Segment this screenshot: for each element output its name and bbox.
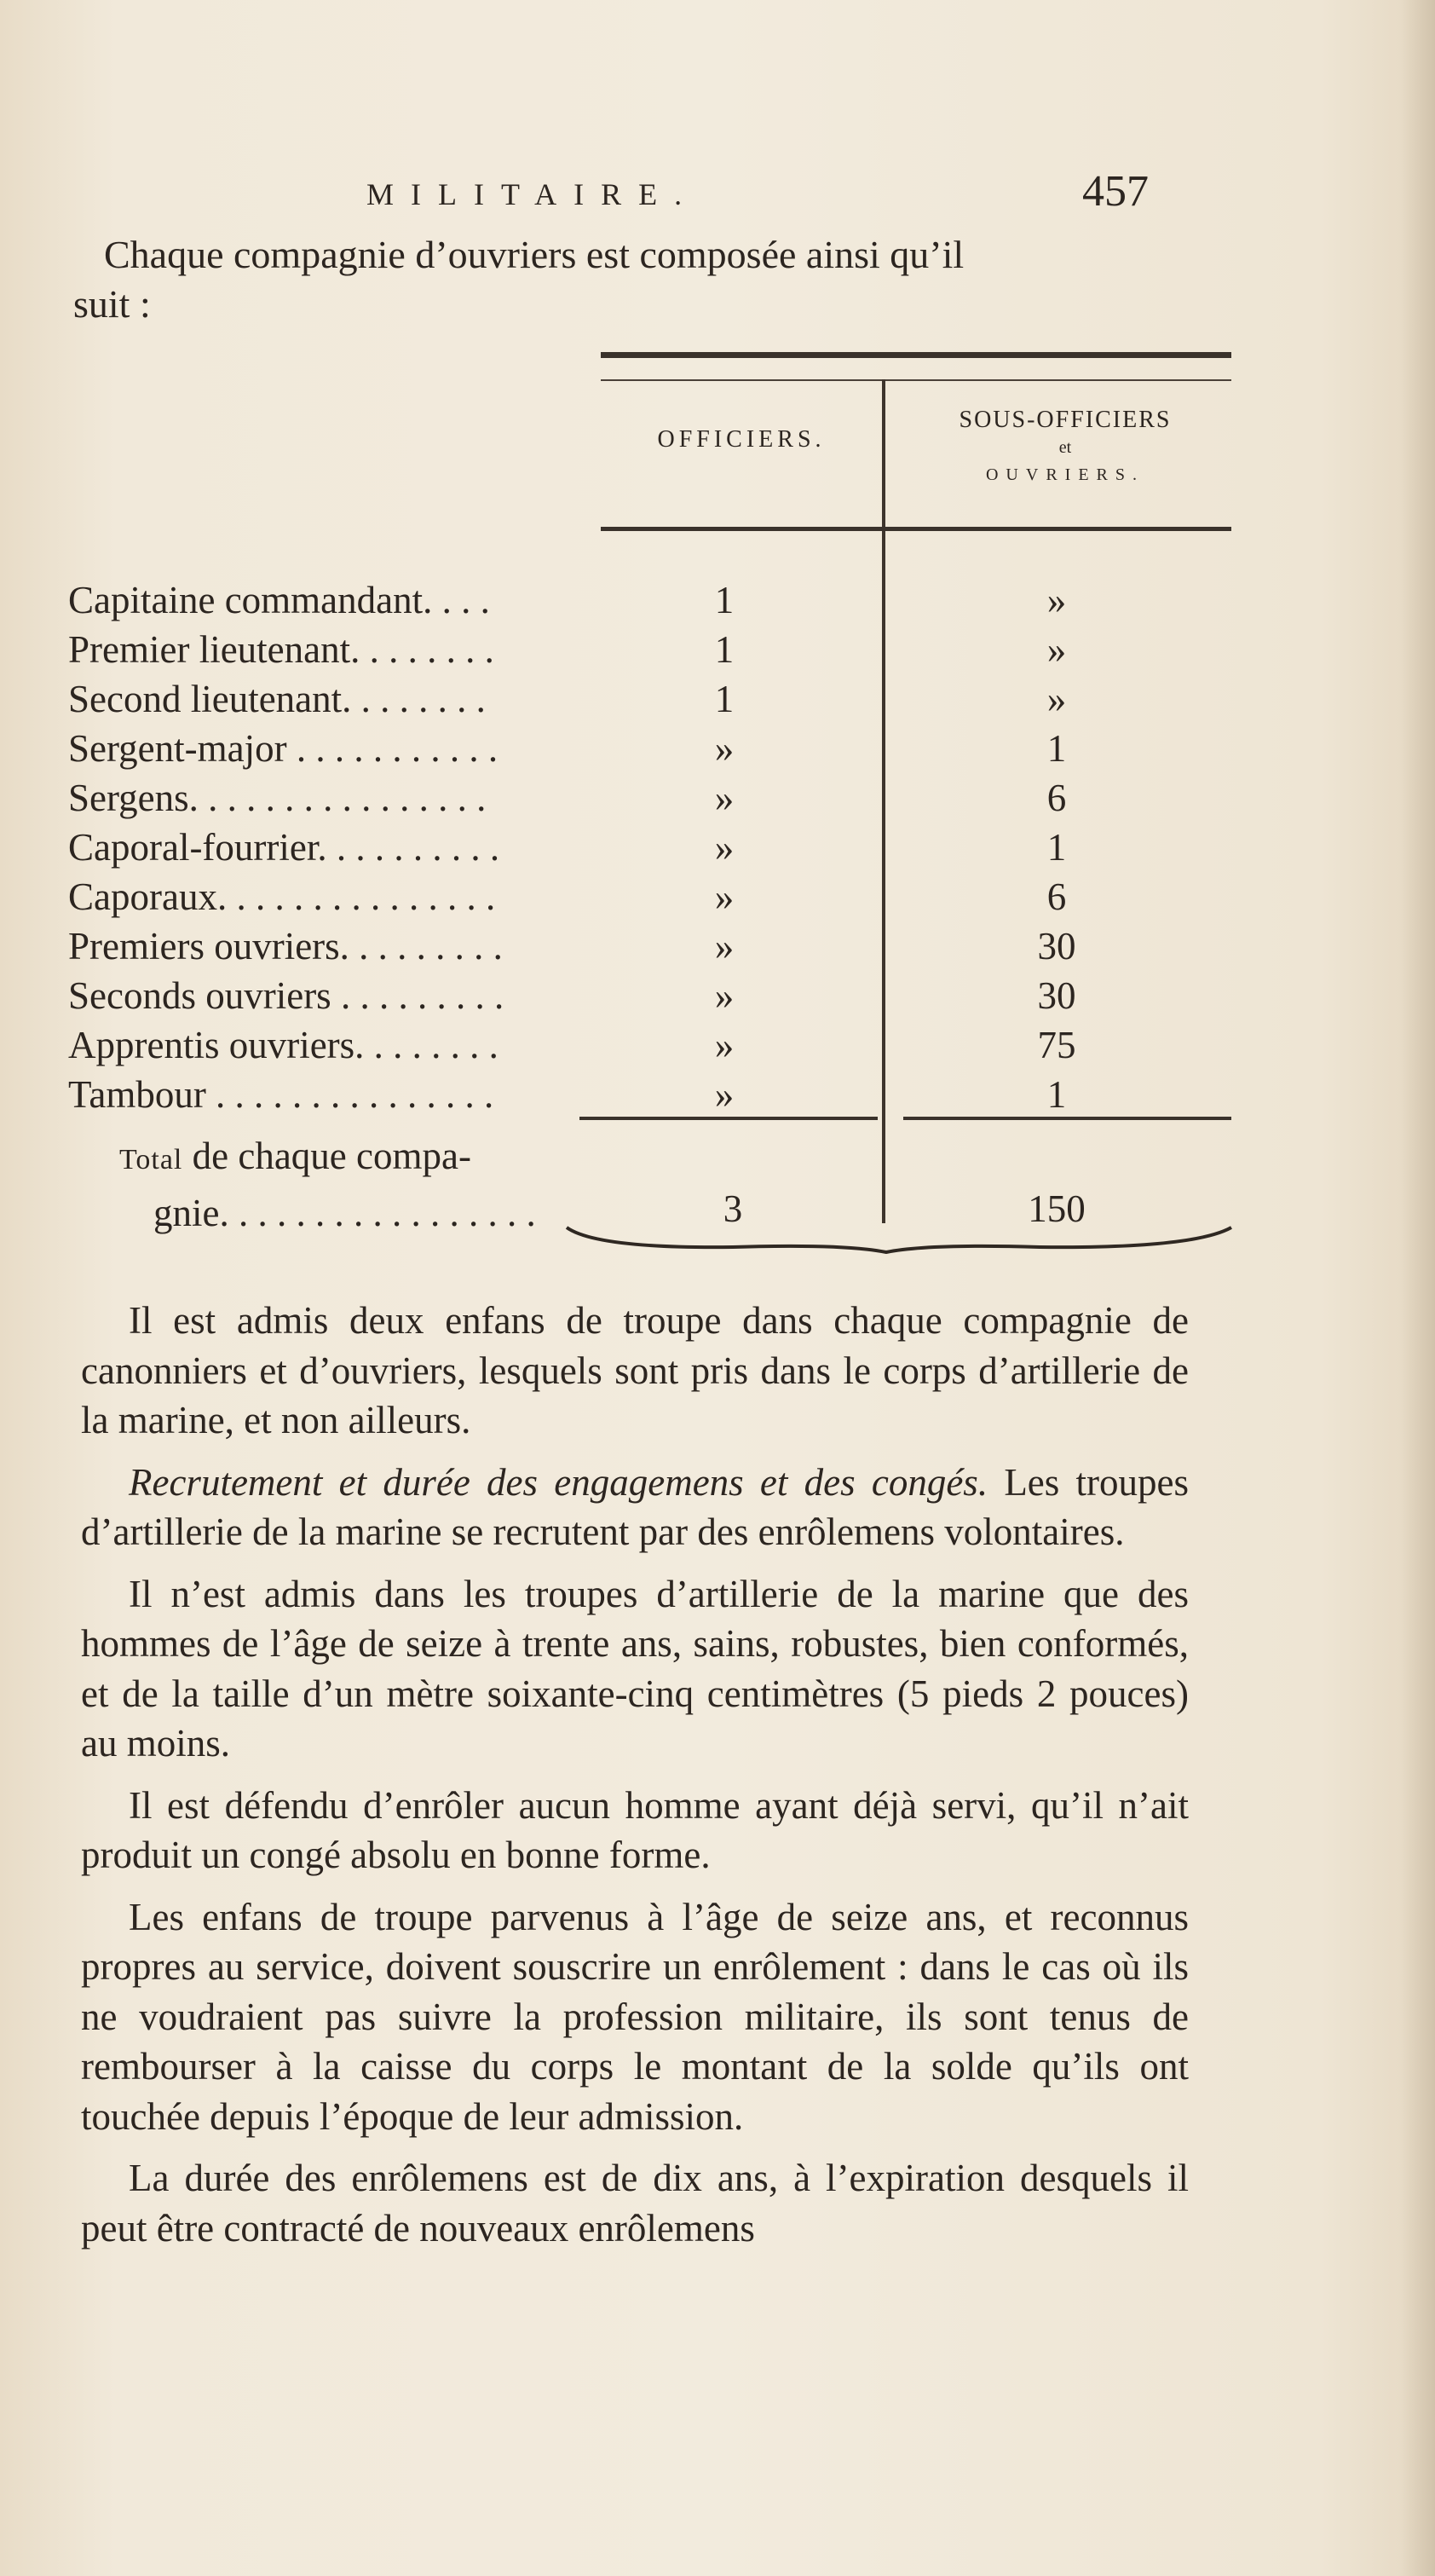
paragraph-conge-absolu: Il est défendu d’enrôler aucun homme ayant déjà servi, qu’il n’ait produit un congé absolu en bonne forme. [81,1783,1189,1876]
row-sous: » [1046,579,1067,621]
intro-line-2: suit : [73,282,151,326]
paragraph-enfans-de-troupe: Il est admis deux enfans de troupe dans chaque compagnie de canonniers et d’ouvriers, lesquels sont pris dans le corps d’artillerie de la marine, et non ailleurs. [81,1299,1189,1441]
row-officiers: » [714,875,735,918]
paragraph-recrutement-text: Les troupes d’artillerie de la marine se recrutent par des enrôlemens volontaires. [81,1460,1189,1553]
body-text [81,1296,1189,2265]
row-officiers: » [714,777,735,819]
header-sous-officiers [895,407,1236,488]
row-label: Tambour . . . . . . . . . . . . . . . [68,1073,494,1116]
running-head: MILITAIRE. [366,177,700,211]
row-sous: 75 [1037,1024,1076,1066]
row-officiers: » [714,826,735,869]
row-officiers: » [714,1024,735,1066]
row-label: Apprentis ouvriers. . . . . . . . [68,1024,499,1066]
table-row [68,823,1193,872]
intro-line-1: Chaque compagnie d’ouvriers est composée ainsi qu’il [104,233,965,276]
row-sous: 1 [1046,826,1067,869]
row-officiers: 1 [714,579,735,621]
row-officiers: » [714,727,735,770]
table-row [68,971,1193,1020]
row-officiers: » [714,1073,735,1116]
row-sous: 6 [1046,875,1067,918]
table-rows [68,575,1193,1119]
header-sous-line-3: OUVRIERS. [985,465,1144,484]
total-label-line-1 [119,1129,1227,1187]
row-label: Seconds ouvriers . . . . . . . . . [68,974,504,1017]
header-officiers: OFFICIERS. [657,426,826,453]
header-bottom-rule [601,527,1231,531]
total-sous: 150 [1028,1187,1086,1230]
row-officiers: 1 [714,628,735,671]
total-label-smallcap: Total [119,1144,183,1175]
total-label-line-2: gnie. . . . . . . . . . . . . . . . . [153,1192,536,1234]
row-sous: 6 [1046,777,1067,819]
total-label-rest: de chaque compa- [182,1135,471,1177]
row-label: Sergent-major . . . . . . . . . . . [68,727,499,770]
row-officiers: 1 [714,678,735,720]
paragraph-recrutement [81,1458,1189,1557]
row-officiers: » [714,925,735,967]
table-row [68,724,1193,773]
total-rule-sous [903,1117,1231,1120]
row-label: Second lieutenant. . . . . . . . [68,678,486,720]
row-label: Sergens. . . . . . . . . . . . . . . . [68,777,487,819]
row-sous: 1 [1046,1073,1067,1116]
table-thin-rule [601,379,1231,381]
table-row [68,872,1193,921]
table-row [68,575,1193,625]
row-sous: 1 [1046,727,1067,770]
page-number: 457 [1082,167,1149,216]
row-label: Capitaine commandant. . . . [68,579,490,621]
table-row [68,625,1193,674]
header-sous-line-2: et [1058,438,1072,457]
row-label: Caporal-fourrier. . . . . . . . . . [68,826,500,869]
page-header [0,166,1435,226]
table-row [68,1020,1193,1070]
total-rule-officiers [579,1117,878,1120]
table-row [68,674,1193,724]
table-row [68,1070,1193,1119]
row-sous: » [1046,628,1067,671]
table-top-rule [601,352,1231,358]
paragraph-enfans-enrolement: Les enfans de troupe parvenus à l’âge de seize ans, et reconnus propres au service, doivent souscrire un enrôlement : dans le cas où ils ne voudraient pas suivre la profession militaire, ils sont tenus de rembourser à la caisse du corps le montant de la solde qu’ils ont touchée depuis l’époque de leur admission. [81,1895,1189,2138]
row-sous: » [1046,678,1067,720]
table-row [68,921,1193,971]
row-sous: 30 [1037,974,1076,1017]
paragraph-age-requirements: Il n’est admis dans les troupes d’artillerie de la marine que des hommes de l’âge de seize à trente ans, sains, robustes, bien conformés, et de la taille d’un mètre soixante-cinq centimètres (5 pieds 2 pouces) au moins. [81,1572,1189,1765]
section-heading-recrutement: Recrutement et durée des engagemens et des congés. [129,1460,988,1504]
bottom-brace [562,1223,1236,1257]
row-label: Premier lieutenant. . . . . . . . [68,628,494,671]
intro-paragraph [73,230,1181,329]
header-sous-line-1: SOUS-OFFICIERS [959,407,1172,433]
company-composition-table [68,345,1193,1249]
page-edge-shadow [1401,0,1435,2576]
total-officiers: 3 [723,1187,743,1230]
table-row [68,773,1193,823]
row-sous: 30 [1037,925,1076,967]
row-label: Caporaux. . . . . . . . . . . . . . . [68,875,496,918]
row-officiers: » [714,974,735,1017]
row-label: Premiers ouvriers. . . . . . . . . [68,925,503,967]
paragraph-duree-enrolemens: La durée des enrôlemens est de dix ans, à l’expiration desquels il peut être contracté de nouveaux enrôlemens [81,2157,1189,2250]
